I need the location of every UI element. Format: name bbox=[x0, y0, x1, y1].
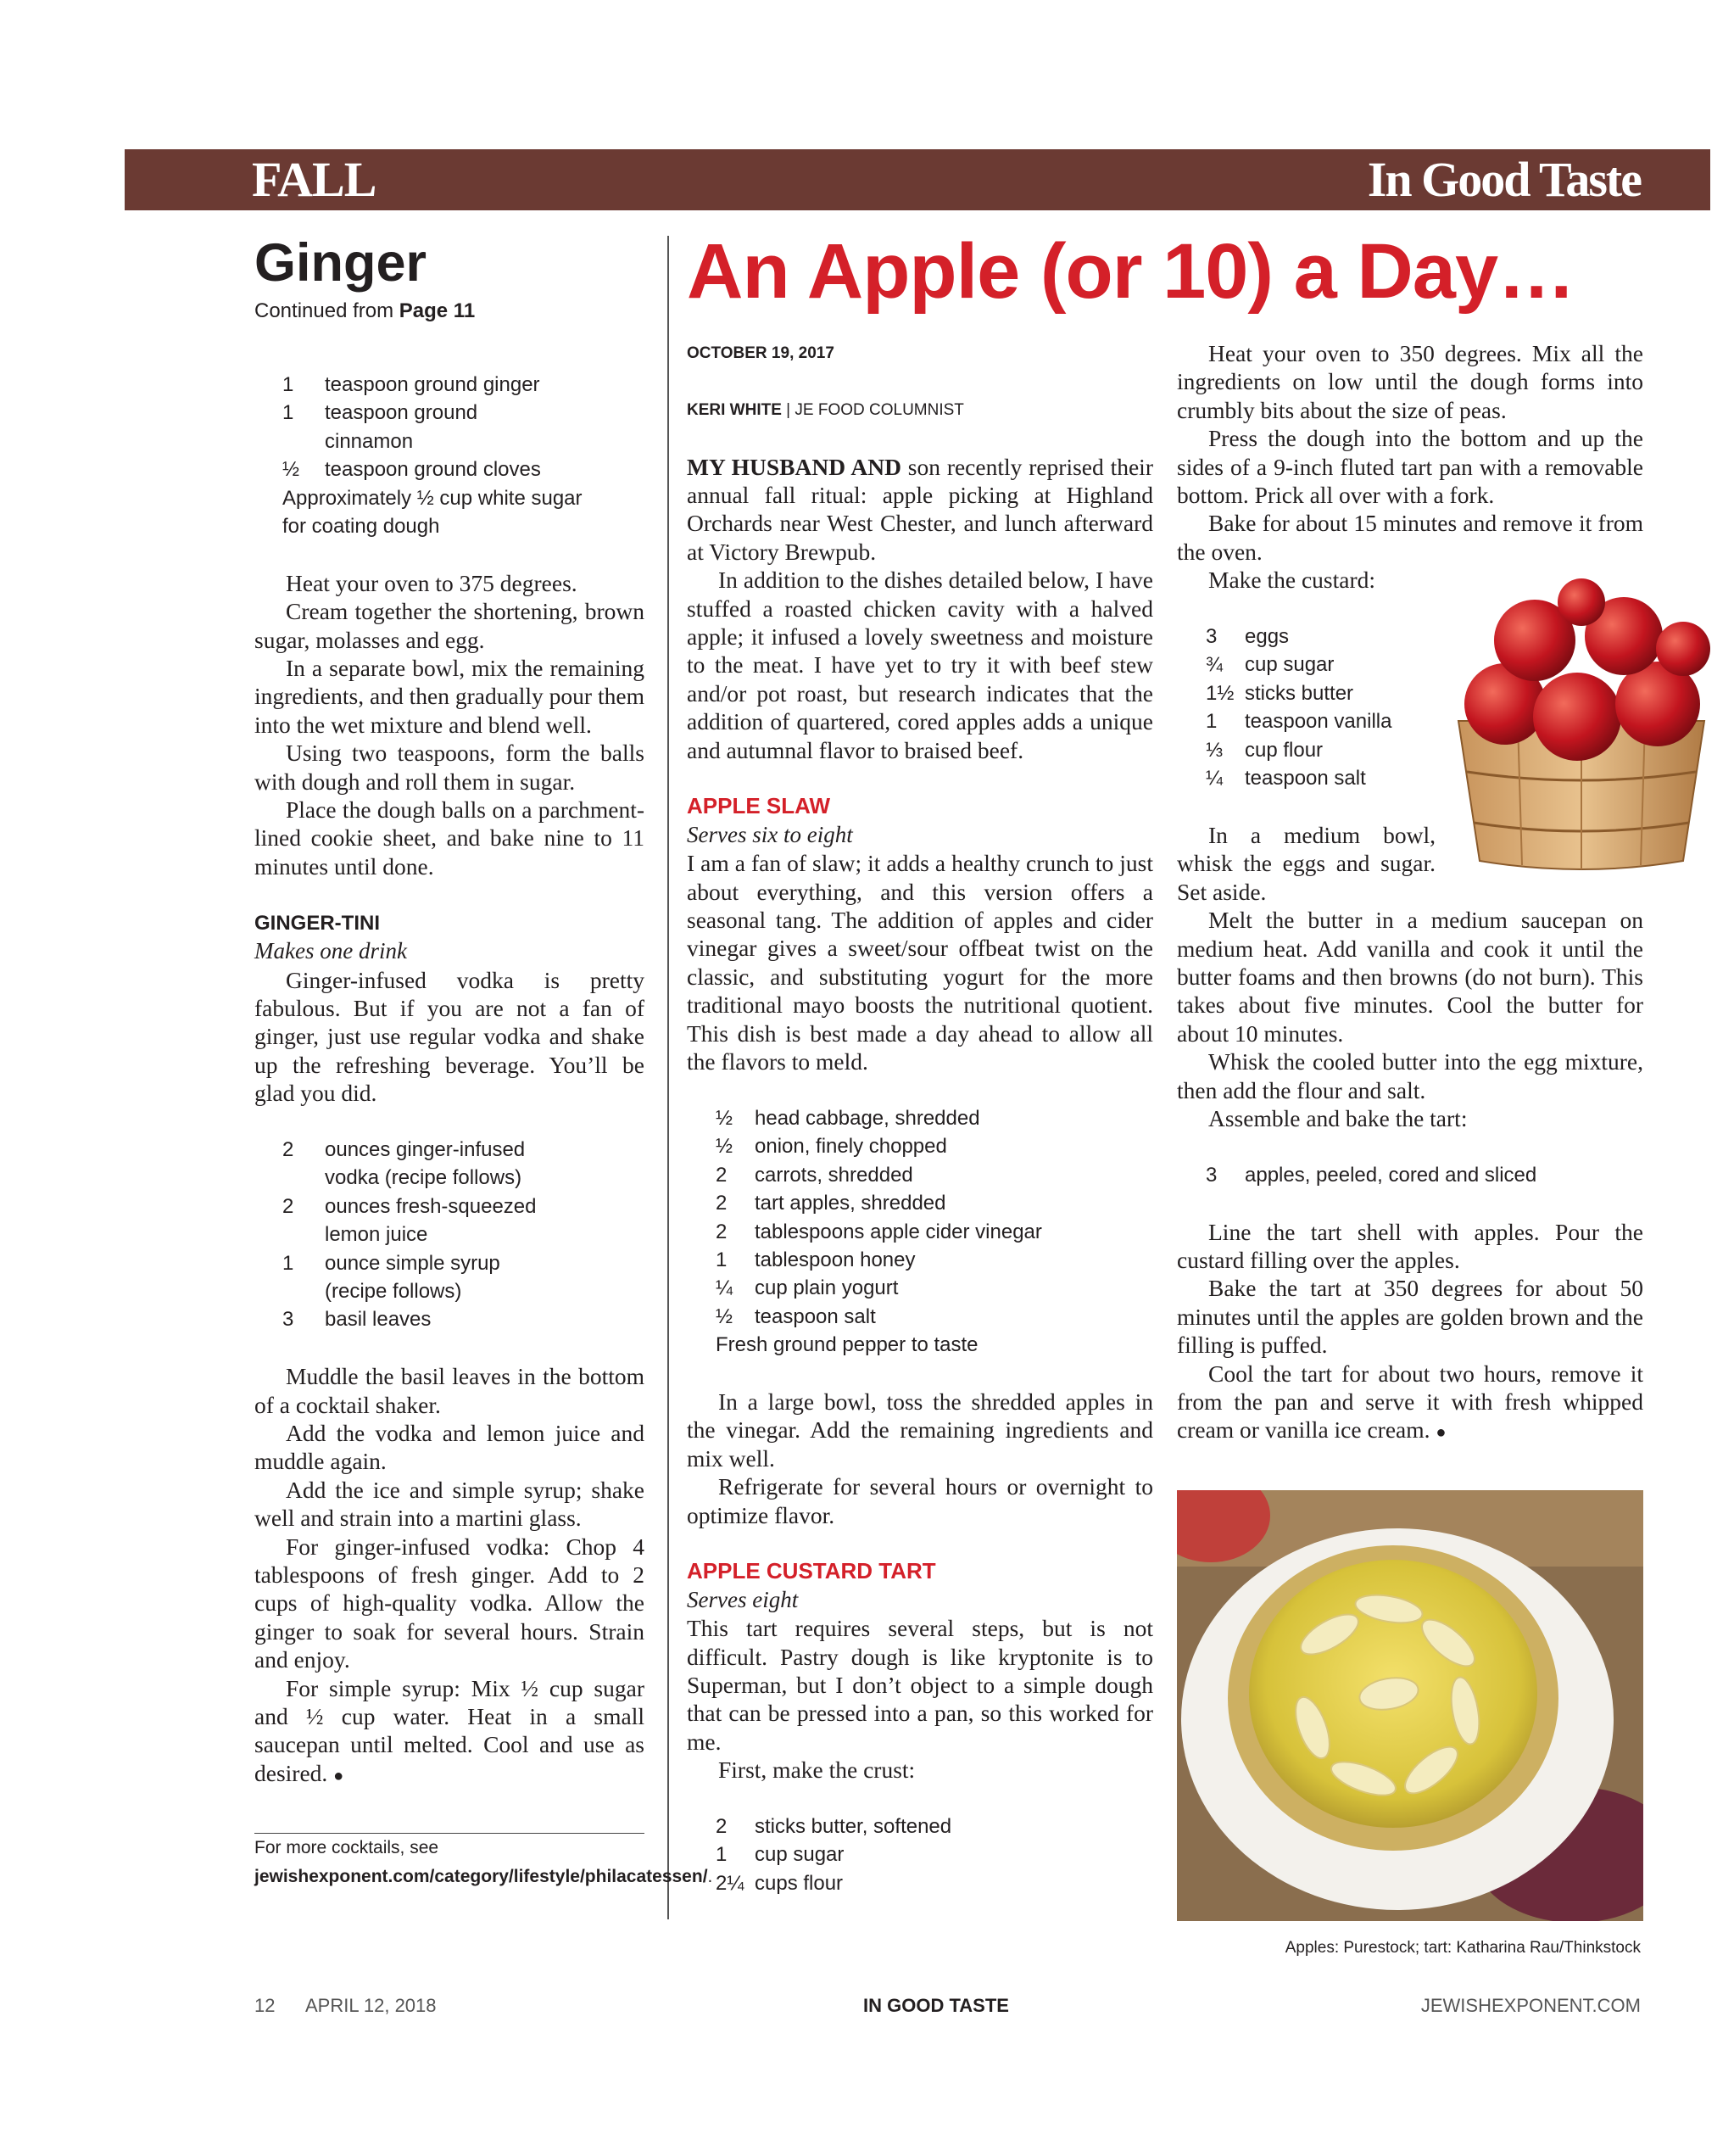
paragraph: In addition to the dishes detailed below, I have stuffed a roasted chicken cavity with a halved apple; it infused a lovely sweetness and moisture to the meat. I have yet to try it with beef stew and/or pot roast, but research indicates that the addition of quartered, cored apples adds a unique and autumnal flavor to braised beef. bbox=[687, 567, 1153, 763]
tini-ingredients bbox=[254, 1136, 644, 1334]
slaw-serves: Serves six to eight bbox=[687, 821, 853, 847]
slaw-intro: I am a fan of slaw; it adds a healthy crunch to just about everything, and this version offers a seasonal tang. The addition of apples and cider vinegar gives a sweet/sour offbeat twist on the classic, and substituting yogurt for the more traditional mayo boosts the nutritional quotient. This dish is best made a day ahead to allow all the flavors to meld. bbox=[687, 850, 1153, 1075]
ingredient-item: 2 tart apples, shredded bbox=[716, 1192, 946, 1215]
ingredient-item: 2¼ cups flour bbox=[716, 1871, 844, 1895]
article-headline: An Apple (or 10) a Day… bbox=[687, 228, 1575, 315]
slaw-ingredients bbox=[687, 1104, 1153, 1360]
ingredient-item: 1 cup sugar bbox=[716, 1843, 845, 1867]
ingredient-item: ½ onion, finely chopped bbox=[716, 1135, 947, 1159]
step: Cool the tart for about two hours, remove it from the pan and serve it with fresh whipped cream or vanilla ice cream. ● bbox=[1177, 1360, 1643, 1444]
step: Line the tart shell with apples. Pour the custard filling over the apples. bbox=[1177, 1218, 1643, 1273]
step: Add the vodka and lemon juice and muddle again. bbox=[254, 1419, 644, 1475]
ingredient-item: 2 sticks butter, softened bbox=[716, 1815, 952, 1839]
apple-basket-photo bbox=[1441, 577, 1721, 874]
section-label: FALL bbox=[252, 152, 376, 207]
ingredient-note: Fresh ground pepper to taste bbox=[716, 1333, 979, 1357]
lead-paragraph: MY HUSBAND AND son recently reprised their annual fall ritual: apple picking at Highland Orchards near West Chester, and lunch afterward at Victory Brewpub. bbox=[687, 453, 1153, 565]
ingredient-note: Approximately ½ cup white sugar for coating dough bbox=[282, 486, 583, 539]
ingredient-item: ¾ cup sugar bbox=[1206, 653, 1335, 677]
ingredient-item: 1 ounce simple syrup (recipe follows) bbox=[282, 1251, 500, 1303]
step: Cream together the shortening, brown sugar, molasses and egg. bbox=[254, 598, 644, 653]
ingredient-item: 2 ounces fresh-squeezed lemon juice bbox=[282, 1194, 537, 1247]
page-number: 12 bbox=[254, 1995, 276, 2016]
tart-title: APPLE CUSTARD TART bbox=[687, 1558, 936, 1584]
step: First, make the crust: bbox=[718, 1757, 916, 1784]
step: In a separate bowl, mix the remaining ingredients, and then gradually pour them into the wet mixture and blend well. bbox=[254, 655, 644, 738]
step: Refrigerate for several hours or overnight to optimize flavor. bbox=[687, 1473, 1153, 1528]
ingredient-item: 3 apples, peeled, cored and sliced bbox=[1206, 1163, 1537, 1187]
step: Bake the tart at 350 degrees for about 50 minutes until the apples are golden brown and the filling is puffed. bbox=[1177, 1275, 1643, 1359]
custard-tart-photo bbox=[1177, 1490, 1643, 1921]
step: Muddle the basil leaves in the bottom of a cocktail shaker. bbox=[254, 1363, 644, 1418]
step: In a large bowl, toss the shredded apples in the vinegar. Add the remaining ingredients and mix well. bbox=[687, 1388, 1153, 1472]
continued-note: Continued from Page 11 bbox=[254, 299, 476, 322]
ingredient-item: 3 eggs bbox=[1206, 625, 1290, 649]
ingredient-item: 2 tablespoons apple cider vinegar bbox=[716, 1220, 1042, 1243]
tini-intro: Ginger-infused vodka is pretty fabulous. But if you are not a fan of ginger, just use regular vodka and shake up the refreshing beverage. You’ll be glad you did. bbox=[254, 966, 644, 1107]
footer-section: IN GOOD TASTE bbox=[863, 1995, 1009, 2016]
issue-date: APRIL 12, 2018 bbox=[305, 1995, 437, 2016]
ingredient-item: 2 carrots, shredded bbox=[716, 1163, 913, 1187]
article-column-middle bbox=[687, 339, 1153, 1897]
ingredient-item: 3 basil leaves bbox=[282, 1308, 432, 1332]
step: Whisk the cooled butter into the egg mixture, then add the flour and salt. bbox=[1177, 1048, 1643, 1103]
slaw-title: APPLE SLAW bbox=[687, 793, 831, 819]
step: Heat your oven to 375 degrees. bbox=[286, 569, 577, 596]
ingredient-item: 1 tablespoon honey bbox=[716, 1248, 916, 1271]
ingredient-item: ½ teaspoon ground cloves bbox=[282, 458, 541, 482]
ingredient-item: 1 teaspoon ground ginger bbox=[282, 373, 540, 396]
tart-serves: Serves eight bbox=[687, 1586, 799, 1612]
ingredient-item: ½ head cabbage, shredded bbox=[716, 1106, 980, 1130]
tart-intro: This tart requires several steps, but is not difficult. Pastry dough is like kryptonite is to Superman, but I don’t object to a simple dough that can be pressed into a pan, so this worked for me. bbox=[687, 1615, 1153, 1755]
step: Place the dough balls on a parchment-lined cookie sheet, and bake nine to 11 minutes until done. bbox=[254, 796, 644, 880]
step: For ginger-infused vodka: Chop 4 tablespoons of fresh ginger. Add to 2 cups of high-quality vodka. Allow the ginger to soak for several hours. Strain and enjoy. bbox=[254, 1533, 644, 1673]
assembly-ingredients bbox=[1177, 1161, 1643, 1189]
crust-ingredients bbox=[687, 1812, 1153, 1897]
step: For simple syrup: Mix ½ cup sugar and ½ cup water. Heat in a small saucepan until melted. Cool and use as desired. ● bbox=[254, 1674, 644, 1786]
tini-serves: Makes one drink bbox=[254, 938, 407, 964]
step: Heat your oven to 350 degrees. Mix all the ingredients on low until the dough forms into crumbly bits about the size of peas. bbox=[1177, 340, 1643, 423]
ingredient-item: ½ teaspoon salt bbox=[716, 1304, 876, 1328]
ingredient-item: 2 ounces ginger-infused vodka (recipe follows) bbox=[282, 1137, 526, 1190]
ingredient-item: 1 teaspoon vanilla bbox=[1206, 710, 1392, 734]
section-banner bbox=[125, 149, 1710, 210]
article-date: OCTOBER 19, 2017 bbox=[687, 344, 834, 362]
footer-site: JEWISHEXPONENT.COM bbox=[1420, 1995, 1641, 2016]
ginger-title: Ginger bbox=[254, 233, 427, 293]
ingredient-item: 1 teaspoon ground cinnamon bbox=[282, 401, 478, 453]
ingredient-item: ¼ cup plain yogurt bbox=[716, 1276, 899, 1300]
step: Assemble and bake the tart: bbox=[1208, 1104, 1468, 1131]
ingredient-item: 1½ sticks butter bbox=[1206, 681, 1354, 705]
ginger-ingredients bbox=[254, 371, 644, 540]
tini-title: GINGER-TINI bbox=[254, 911, 380, 935]
column-divider bbox=[667, 236, 669, 1919]
more-cocktails-link[interactable]: jewishexponent.com/category/lifestyle/philacatessen/ bbox=[254, 1866, 708, 1886]
step: Using two teaspoons, form the balls with dough and roll them in sugar. bbox=[254, 740, 644, 795]
step: Add the ice and simple syrup; shake well and strain into a martini glass. bbox=[254, 1476, 644, 1532]
article-column-right bbox=[1177, 339, 1643, 1448]
step: Melt the butter in a medium saucepan on medium heat. Add vanilla and cook it until the butter foams and then browns (do not burn). This takes about five minutes. Cool the butter for about 10 minutes. bbox=[1177, 907, 1643, 1047]
more-cocktails-note: For more cocktails, see jewishexponent.com/category/lifestyle/philacatessen/. bbox=[254, 1838, 713, 1886]
step: Make the custard: bbox=[1208, 567, 1376, 594]
column-name: In Good Taste bbox=[1367, 152, 1641, 207]
ingredient-item: ⅓ cup flour bbox=[1206, 738, 1324, 762]
step: Press the dough into the bottom and up the sides of a 9-inch fluted tart pan with a removable bottom. Prick all over with a fork. bbox=[1177, 425, 1643, 509]
step: In a medium bowl, whisk the eggs and sugar. Set aside. bbox=[1177, 821, 1436, 905]
byline: KERI WHITE | JE FOOD COLUMNIST bbox=[687, 400, 964, 419]
photo-credit: Apples: Purestock; tart: Katharina Rau/Thinkstock bbox=[1285, 1939, 1641, 1957]
step: Bake for about 15 minutes and remove it from the oven. bbox=[1177, 510, 1643, 565]
ingredient-item: ¼ teaspoon salt bbox=[1206, 767, 1366, 790]
ginger-column bbox=[254, 233, 713, 1891]
